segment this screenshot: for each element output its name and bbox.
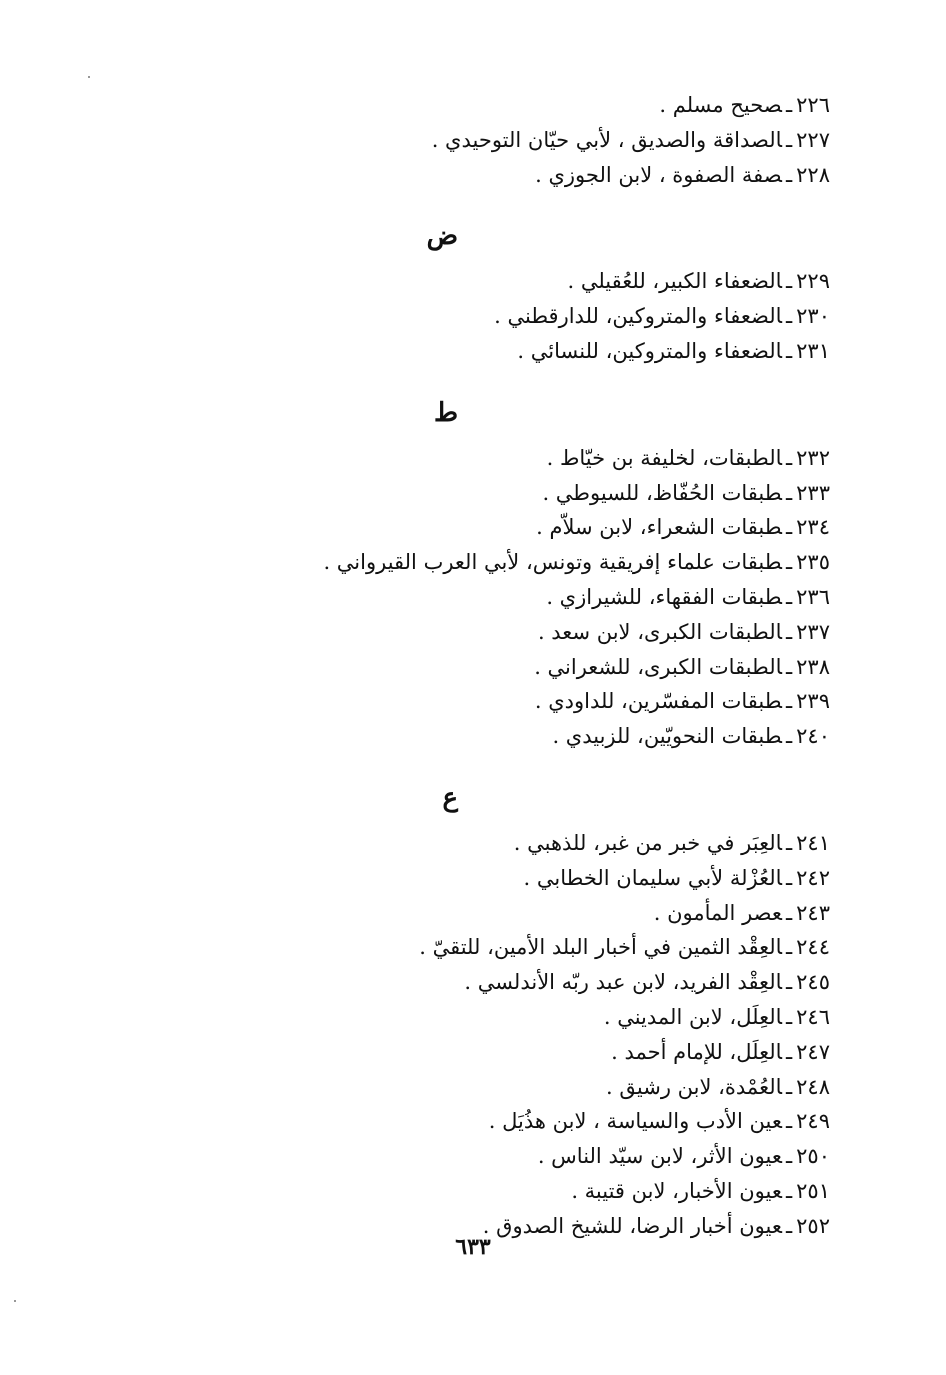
entry-dash: ـ	[786, 1213, 793, 1238]
entry-dash: ـ	[786, 1004, 793, 1029]
bibliography-entry	[210, 510, 830, 545]
entry-title: طبقات النحويّين، للزبيدي .	[552, 724, 782, 749]
entry-title: العِبَر في خبر من غبر، للذهبي .	[513, 830, 782, 855]
entry-number: ٢٥٢	[796, 1213, 830, 1238]
entry-number: ٢٣٥	[796, 550, 830, 575]
bibliography-entry	[210, 826, 830, 861]
bibliography-entry	[210, 930, 830, 965]
entry-number: ٢٤٦	[796, 1004, 830, 1029]
entry-title: الطبقات، لخليفة بن خيّاط .	[546, 445, 782, 470]
bibliography-entry	[210, 264, 830, 299]
entry-title: العُمْدة، لابن رشيق .	[606, 1074, 782, 1099]
bibliography-entry	[210, 684, 830, 719]
entry-number: ٢٣٣	[796, 480, 830, 505]
entry-title: الطبقات الكبرى، للشعراني .	[534, 654, 782, 679]
bibliography-entry	[210, 896, 830, 931]
entry-title: عيون الأخبار، لابن قتيبة .	[571, 1178, 782, 1203]
entry-dash: ـ	[786, 480, 793, 505]
letter-group	[210, 770, 830, 1244]
entry-number: ٢٤١	[796, 830, 830, 855]
entry-number: ٢٣٧	[796, 619, 830, 644]
entry-dash: ـ	[786, 338, 793, 363]
scan-speck	[14, 1300, 16, 1302]
entry-dash: ـ	[786, 1039, 793, 1064]
entry-dash: ـ	[786, 900, 793, 925]
letter-group	[210, 208, 830, 374]
entry-title: طبقات علماء إفريقية وتونس، لأبي العرب القيرواني .	[323, 550, 782, 575]
bibliography-entry	[210, 1104, 830, 1139]
bibliography-entry	[210, 299, 830, 334]
bibliography-entry	[210, 334, 830, 369]
section-letter-heading: ع	[442, 782, 458, 813]
entry-number: ٢٣١	[796, 338, 830, 363]
entry-dash: ـ	[786, 269, 793, 294]
entry-title: العِلَل، للإمام أحمد .	[611, 1039, 782, 1064]
entry-dash: ـ	[786, 584, 793, 609]
entry-number: ٢٣٠	[796, 304, 830, 329]
entry-dash: ـ	[786, 304, 793, 329]
entry-number: ٢٣٦	[796, 584, 830, 609]
bibliography-entry	[210, 123, 830, 158]
entry-number: ٢٤٥	[796, 970, 830, 995]
entry-dash: ـ	[786, 127, 793, 152]
entry-dash: ـ	[786, 162, 793, 187]
entry-number: ٢٤٧	[796, 1039, 830, 1064]
bibliography-entry	[210, 1070, 830, 1105]
page-number	[0, 1234, 946, 1260]
entry-number: ٢٣٢	[796, 445, 830, 470]
bibliography-entry	[210, 650, 830, 685]
section-letter-heading: ط	[433, 397, 458, 428]
entry-dash: ـ	[786, 654, 793, 679]
bibliography-entry	[210, 545, 830, 580]
entry-title: عيون الأثر، لابن سيّد الناس .	[537, 1144, 782, 1169]
entry-title: طبقات الحُفّاظ، للسيوطي .	[542, 480, 782, 505]
page-number-text: ٦٣٣	[455, 1234, 491, 1260]
bibliography-entry	[210, 861, 830, 896]
entry-dash: ـ	[786, 1178, 793, 1203]
bibliography-entry	[210, 441, 830, 476]
entry-dash: ـ	[786, 689, 793, 714]
entry-number: ٢٤٠	[796, 724, 830, 749]
entry-title: العِلَل، لابن المديني .	[603, 1004, 782, 1029]
scan-speck	[88, 76, 90, 78]
entry-title: عين الأدب والسياسة ، لابن هذُيَل .	[488, 1109, 782, 1134]
entry-title: الصداقة والصديق ، لأبي حيّان التوحيدي .	[431, 127, 782, 152]
entry-title: الضعفاء والمتروكين، للدارقطني .	[494, 304, 782, 329]
entry-dash: ـ	[786, 830, 793, 855]
entry-dash: ـ	[786, 1144, 793, 1169]
entry-dash: ـ	[786, 93, 793, 117]
bibliography-entry	[210, 615, 830, 650]
entry-title: العُزْلة لأبي سليمان الخطابي .	[523, 865, 782, 890]
entry-title: الضعفاء الكبير، للعُقيلي .	[567, 269, 782, 294]
entry-dash: ـ	[786, 935, 793, 960]
entry-number: ٢٤٢	[796, 865, 830, 890]
entry-title: العِقْد الثمين في أخبار البلد الأمين، للتقيّ .	[419, 935, 782, 960]
bibliography-list	[210, 88, 830, 1244]
bibliography-entry	[210, 1000, 830, 1035]
entry-dash: ـ	[786, 619, 793, 644]
entry-dash: ـ	[786, 515, 793, 540]
entry-dash: ـ	[786, 724, 793, 749]
entry-number: ٢٢٧	[796, 127, 830, 152]
bibliography-entry	[210, 476, 830, 511]
bibliography-entry	[210, 965, 830, 1000]
entry-title: الضعفاء والمتروكين، للنسائي .	[517, 338, 782, 363]
entry-title: عصر المأمون .	[653, 900, 782, 925]
entry-number: ٢٤٤	[796, 935, 830, 960]
entry-number: ٢٤٣	[796, 900, 830, 925]
entry-title: طبقات الفقهاء، للشيرازي .	[546, 584, 782, 609]
bibliography-entry	[210, 1139, 830, 1174]
entry-title: طبقات المفسّرين، للداودي .	[534, 689, 782, 714]
entry-number: ٢٣٨	[796, 654, 830, 679]
entry-number: ٢٤٩	[796, 1109, 830, 1134]
entry-dash: ـ	[786, 550, 793, 575]
entry-title: طبقات الشعراء، لابن سلاّم .	[536, 515, 782, 540]
entry-title: عيون أخبار الرضا، للشيخ الصدوق .	[482, 1213, 782, 1238]
letter-group	[210, 88, 830, 198]
entry-number: ٢٣٩	[796, 689, 830, 714]
entry-title: العِقْد الفريد، لابن عبد ربّه الأندلسي .	[464, 970, 782, 995]
entry-title: الطبقات الكبرى، لابن سعد .	[537, 619, 782, 644]
entry-number: ٢٤٨	[796, 1074, 830, 1099]
entry-number: ٢٣٤	[796, 515, 830, 540]
letter-group	[210, 385, 830, 760]
entry-number: ٢٥٠	[796, 1144, 830, 1169]
entry-number: ٢٢٩	[796, 269, 830, 294]
bibliography-entry	[210, 1174, 830, 1209]
section-letter-heading: ض	[426, 221, 458, 252]
bibliography-entry	[210, 719, 830, 754]
entry-dash: ـ	[786, 1109, 793, 1134]
entry-number: ٢٢٨	[796, 162, 830, 187]
bibliography-entry	[210, 158, 830, 193]
entry-title: صحيح مسلم .	[659, 93, 782, 117]
entry-dash: ـ	[786, 1074, 793, 1099]
entry-number: ٢٢٦	[796, 93, 830, 117]
entry-dash: ـ	[786, 865, 793, 890]
bibliography-entry	[210, 88, 830, 123]
entry-dash: ـ	[786, 970, 793, 995]
entry-number: ٢٥١	[796, 1178, 830, 1203]
bibliography-entry	[210, 1035, 830, 1070]
entry-title: صفة الصفوة ، لابن الجوزي .	[535, 162, 782, 187]
entry-dash: ـ	[786, 445, 793, 470]
bibliography-entry	[210, 580, 830, 615]
